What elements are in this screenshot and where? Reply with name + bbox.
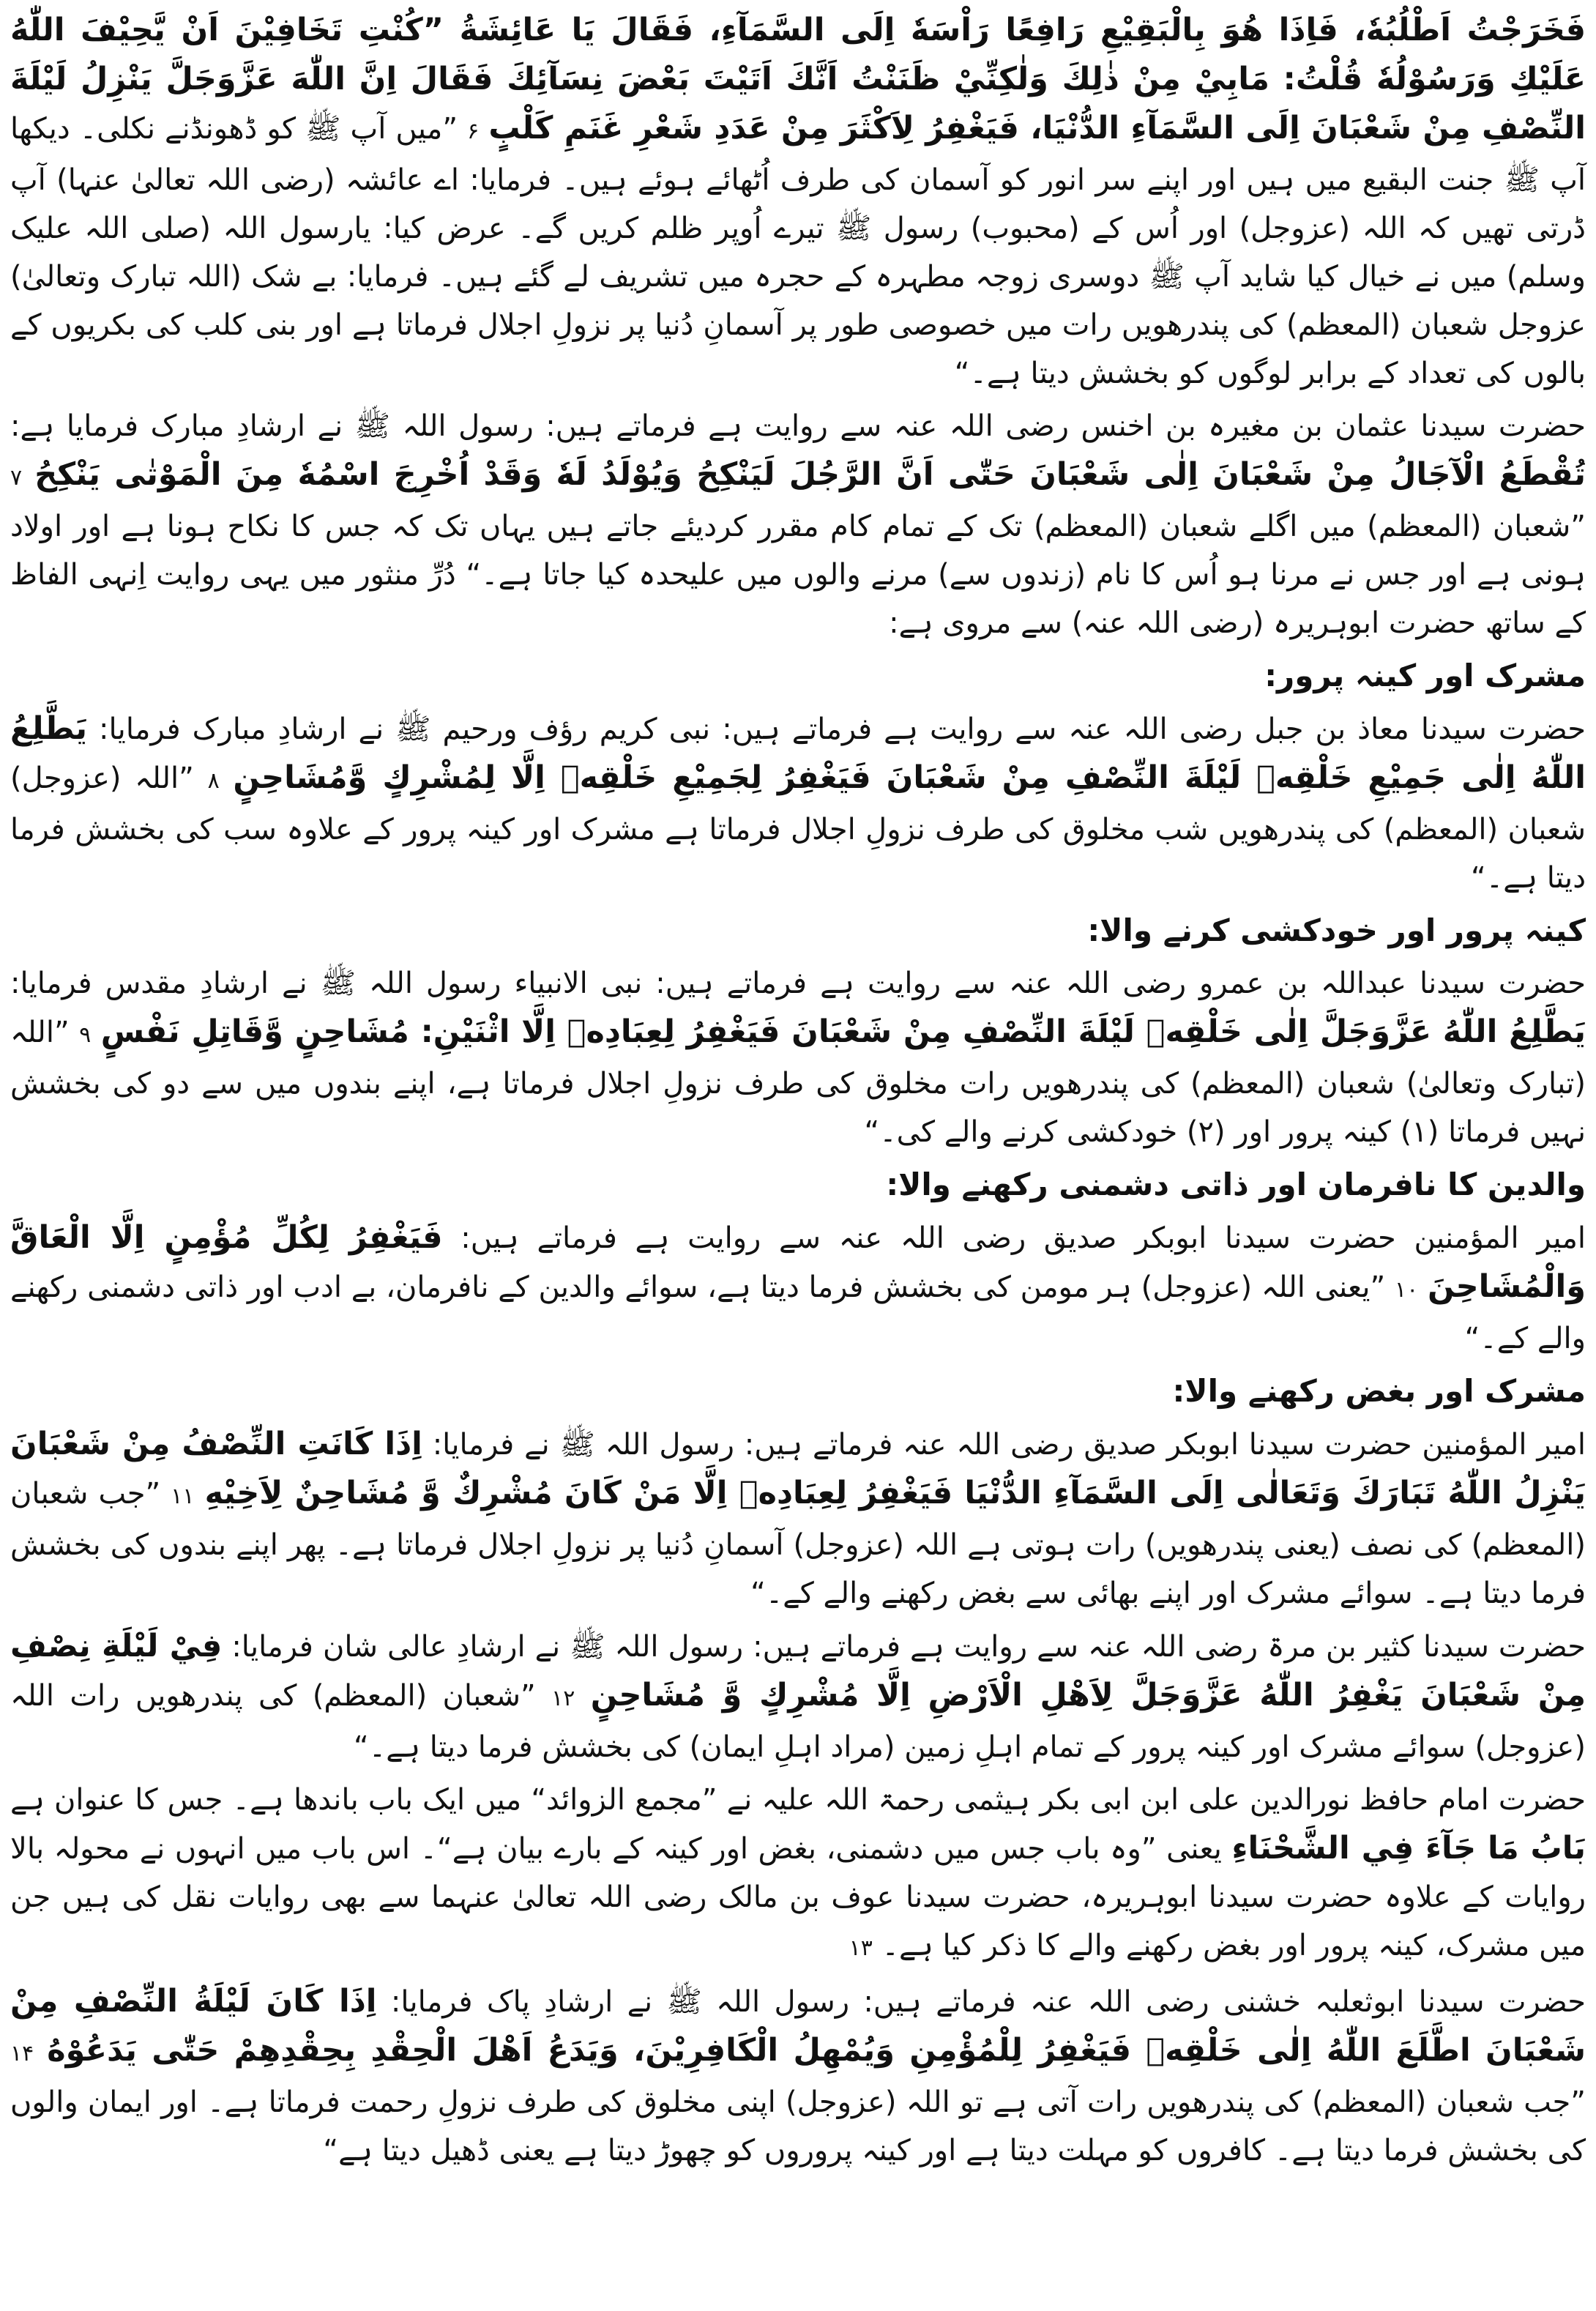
urdu-text: مشرک اور کینہ پرور:: [1264, 658, 1586, 693]
paragraph: [10, 1420, 1586, 1618]
urdu-text: حضرت سیدنا معاذ بن جبل رضی اللہ عنہ سے روایت ہے فرماتے ہیں: نبی کریم رؤف ورحیم ﷺ نے ارشادِ مبارک فرمایا:: [99, 712, 1586, 746]
paragraph: [10, 1776, 1586, 1973]
paragraph: [10, 402, 1586, 647]
section-heading: [10, 1161, 1586, 1209]
urdu-text: ”اللہ (عزوجل) شعبان (المعظم) کی پندرھویں شب مخلوق کی طرف نزولِ اجلال فرماتا ہے مشرک اور کینہ پرور کے علاوہ سب کی بخشش فرما دیتا ہے۔“: [10, 762, 1586, 895]
urdu-text: ”جب شعبان (المعظم) کی نصف (یعنی پندرھویں) رات ہوتی ہے اللہ (عزوجل) آسمانِ دُنیا پر نزولِ اجلال فرماتا ہے۔ پھر اپنے بندوں کی بخشش فرما دیتا ہے۔ سوائے مشرک اور اپنے بھائی سے بغض رکھنے والے کے۔“: [10, 1477, 1586, 1610]
urdu-text: حضرت سیدنا عثمان بن مغیرہ بن اخنس رضی اللہ عنہ سے روایت ہے فرماتے ہیں: رسول اللہ ﷺ نے ارشادِ مبارک فرمایا ہے:: [10, 409, 1586, 443]
section-heading: [10, 652, 1586, 700]
footnote-ref: ۱۱: [171, 1484, 195, 1509]
arabic-quote: فِيْ لَيْلَةِ نِصْفِ مِنْ شَعْبَانَ يَغْفِرُ اللّٰهُ عَزَّوَجَلَّ لِاَهْلِ الْاَرْضِ اِلَّا مُشْرِكٍ وَّ مُشَاحِنٍ: [10, 1628, 1586, 1713]
paragraph: [10, 6, 1586, 398]
footnote-ref: ۷: [10, 465, 23, 491]
footnote-ref: ۸: [207, 768, 220, 794]
arabic-quote: فَيَغْفِرُ لِكُلِّ مُؤْمِنٍ اِلَّا الْعَاقَّ وَالْمُشَاحِنَ: [10, 1219, 1586, 1305]
urdu-text: ”میں آپ ﷺ کو ڈھونڈنے نکلی۔ دیکھا آپ ﷺ جنت البقیع میں ہیں اور اپنے سر انور کو آسمان کی طرف اُٹھائے ہوئے ہیں۔ فرمایا: اے عائشہ (رضی اللہ تعالیٰ عنہا) آپ ڈرتی تھیں کہ اللہ (عزوجل) اور اُس کے (محبوب) رسول ﷺ تیرے اُوپر ظلم کریں گے۔ عرض کیا: یارسول اللہ (صلی اللہ علیک وسلم) میں نے خیال کیا شاید آپ ﷺ دوسری زوجہ مطہرہ کے حجرہ میں تشریف لے گئے ہیں۔ فرمایا: بے شک (اللہ تبارک وتعالیٰ) عزوجل شعبان (المعظم) کی پندرھویں رات میں خصوصی طور پر آسمانِ دُنیا پر نزولِ اجلال فرماتا ہے اور بنی کلب کی بکریوں کے بالوں کی تعداد کے برابر لوگوں کو بخشش دیتا ہے۔“: [10, 112, 1586, 390]
urdu-text: والدین کا نافرمان اور ذاتی دشمنی رکھنے والا:: [886, 1166, 1586, 1202]
urdu-text: ”جب شعبان (المعظم) کی پندرھویں رات آتی ہے تو اللہ (عزوجل) اپنی مخلوق کی طرف نزولِ رحمت فرماتا ہے۔ اور ایمان والوں کی بخشش فرما دیتا ہے۔ کافروں کو مہلت دیتا ہے اور کینہ پروروں کو چھوڑ دیتا ہے یعنی ڈھیل دیتا ہے“: [10, 2085, 1586, 2167]
footnote-ref: ۱۴: [10, 2041, 34, 2066]
footnote-ref: ۱۲: [551, 1686, 575, 1711]
footnote-ref: ۱۳: [849, 1935, 873, 1961]
arabic-quote: اِذَا كَانَتِ النِّصْفُ مِنْ شَعْبَانَ يَنْزِلُ اللّٰهُ تَبَارَكَ وَتَعَالٰى اِلَى السَّمَآءِ الدُّنْيَا فَيَغْفِرُ لِعِبَادِهٖ اِلَّا مَنْ كَانَ مُشْرِكٌ وَّ مُشَاحِنٌ لِاَخِيْهِ: [10, 1426, 1586, 1511]
paragraph: [10, 1622, 1586, 1771]
urdu-text: ”شعبان (المعظم) کی پندرھویں رات اللہ (عزوجل) سوائے مشرک اور کینہ پرور کے تمام اہلِ زمین (مراد اہلِ ایمان) کی بخشش فرما دیتا ہے۔“: [10, 1679, 1586, 1764]
section-heading: [10, 1367, 1586, 1415]
paragraph: [10, 1213, 1586, 1363]
footnote-ref: ۶: [467, 119, 480, 144]
arabic-quote: بَابُ مَا جَآءَ فِي الشَّحْنَاءِ: [1231, 1830, 1586, 1867]
footnote-ref: ۹: [79, 1022, 92, 1048]
urdu-text: ”شعبان (المعظم) میں اگلے شعبان (المعظم) تک کے تمام کام مقرر کردیئے جاتے ہیں یہاں تک کہ جس کا نکاح ہونا ہے اور اولاد ہونی ہے اور جس نے مرنا ہو اُس کا نام (زندوں سے) مرنے والوں میں علیحدہ کیا جاتا ہے۔“ دُرِّ منثور میں یہی روایت اِنہی الفاظ کے ساتھ حضرت ابوہریرہ (رضی اللہ عنہ) سے مروی ہے:: [10, 510, 1586, 640]
section-heading: [10, 907, 1586, 955]
urdu-text: حضرت سیدنا ابوثعلبہ خشنی رضی اللہ عنہ فرماتے ہیں: رسول اللہ ﷺ نے ارشادِ پاک فرمایا:: [390, 1985, 1586, 2019]
urdu-text: کینہ پرور اور خودکشی کرنے والا:: [1087, 912, 1586, 948]
arabic-quote: يَطَّلِعُ اللّٰهُ اِلٰى جَمِيْعِ خَلْقِهٖ لَيْلَةَ النِّصْفِ مِنْ شَعْبَانَ فَيَغْفِرُ لِجَمِيْعِ خَلْقِهٖ اِلَّا لِمُشْرِكٍ وَّمُشَاحِنٍ: [10, 710, 1586, 796]
arabic-quote: تُقْطَعُ الْآجَالُ مِنْ شَعْبَانَ اِلٰى شَعْبَانَ حَتّٰى اَنَّ الرَّجُلَ لَيَنْكِحُ وَيُوْلَدُ لَهٗ وَقَدْ اُخْرِجَ اسْمُهٗ مِنَ الْمَوْتٰى يَنْكِحُ: [34, 456, 1586, 493]
urdu-text: امیر المؤمنین حضرت سیدنا ابوبکر صدیق رضی اللہ عنہ سے روایت ہے فرماتے ہیں:: [460, 1221, 1586, 1255]
paragraph: [10, 704, 1586, 902]
footnote-ref: ۱۰: [1394, 1277, 1419, 1303]
urdu-text: ”اللہ (تبارک وتعالیٰ) شعبان (المعظم) کی پندرھویں رات مخلوق کی طرف نزولِ اجلال فرماتا ہے، اپنے بندوں میں سے دو کی بخشش نہیں فرماتا (۱) کینہ پرور اور (۲) خودکشی کرنے والے کی۔“: [10, 1016, 1586, 1149]
urdu-text: یعنی ”وہ باب جس میں دشمنی، بغض اور کینہ کے بارے بیان ہے“۔ اس باب میں انہوں نے محولہ بالا روایات کے علاوہ حضرت سیدنا ابوہریرہ، حضرت سیدنا عوف بن مالک رضی اللہ تعالیٰ عنہما سے بھی روایات نقل کی ہیں جن میں مشرک، کینہ پرور اور بغض رکھنے والے کا ذکر کیا ہے۔: [10, 1832, 1586, 1962]
urdu-text: امیر المؤمنین حضرت سیدنا ابوبکر صدیق رضی اللہ عنہ فرماتے ہیں: رسول اللہ ﷺ نے فرمایا:: [432, 1428, 1586, 1462]
urdu-text: حضرت سیدنا عبداللہ بن عمرو رضی اللہ عنہ سے روایت ہے فرماتے ہیں: نبی الانبیاء رسول اللہ ﷺ نے ارشادِ مقدس فرمایا:: [10, 967, 1586, 1000]
paragraph: [10, 959, 1586, 1156]
urdu-text: حضرت امام حافظ نورالدین علی ابن ابی بکر ہیثمی رحمۃ اللہ علیہ نے ”مجمع الزوائد“ میں ایک باب باندھا ہے۔ جس کا عنوان ہے: [10, 1783, 1586, 1817]
arabic-quote: اِذَا كَانَ لَيْلَةُ النِّصْفِ مِنْ شَعْبَانَ اطَّلَعَ اللّٰهُ اِلٰى خَلْقِهٖ فَيَغْفِرُ لِلْمُؤْمِنِ وَيُمْهِلُ الْكَافِرِيْنَ، وَيَدَعُ اَهْلَ الْحِقْدِ بِحِقْدِهِمْ حَتّٰى يَدَعُوْهُ: [10, 1983, 1586, 2069]
arabic-quote: يَطَّلِعُ اللّٰهُ عَزَّوَجَلَّ اِلٰى خَلْقِهٖ لَيْلَةَ النِّصْفِ مِنْ شَعْبَانَ فَيَغْفِرُ لِعِبَادِهٖ اِلَّا اثْنَيْنِ: مُشَاحِنٍ وَّقَاتِلِ نَفْسٍ: [100, 1013, 1586, 1050]
urdu-text: حضرت سیدنا کثیر بن مرۃ رضی اللہ عنہ سے روایت ہے فرماتے ہیں: رسول اللہ ﷺ نے ارشادِ عالی شان فرمایا:: [231, 1630, 1586, 1664]
urdu-text: ”یعنی اللہ (عزوجل) ہر مومن کی بخشش فرما دیتا ہے، سوائے والدین کے نافرمان، بے ادب اور ذاتی دشمنی رکھنے والے کے۔“: [10, 1270, 1586, 1355]
paragraph: [10, 1977, 1586, 2175]
urdu-text: مشرک اور بغض رکھنے والا:: [1172, 1373, 1586, 1409]
arabic-quote: فَخَرَجْتُ اَطْلُبُهٗ، فَاِذَا هُوَ بِالْبَقِيْعِ رَافِعًا رَاْسَهٗ اِلَى السَّمَآءِ، فَقَالَ يَا عَائِشَةُ ”كُنْتِ تَخَافِيْنَ اَنْ يَّحِيْفَ اللّٰهُ عَلَيْكِ وَرَسُوْلُهٗ قُلْتُ: مَابِيْ مِنْ ذٰلِكَ وَلٰكِنِّيْ ظَنَنْتُ اَنَّكَ اَتَيْتَ بَعْضَ نِسَآئِكَ فَقَالَ اِنَّ اللّٰهَ عَزَّوَجَلَّ يَنْزِلُ لَيْلَةَ النِّصْفِ مِنْ شَعْبَانَ اِلَى السَّمَآءِ الدُّنْيَا، فَيَغْفِرُ لِاَكْثَرَ مِنْ عَدَدِ شَعْرِ غَنَمِ كَلْبٍ: [10, 12, 1586, 146]
